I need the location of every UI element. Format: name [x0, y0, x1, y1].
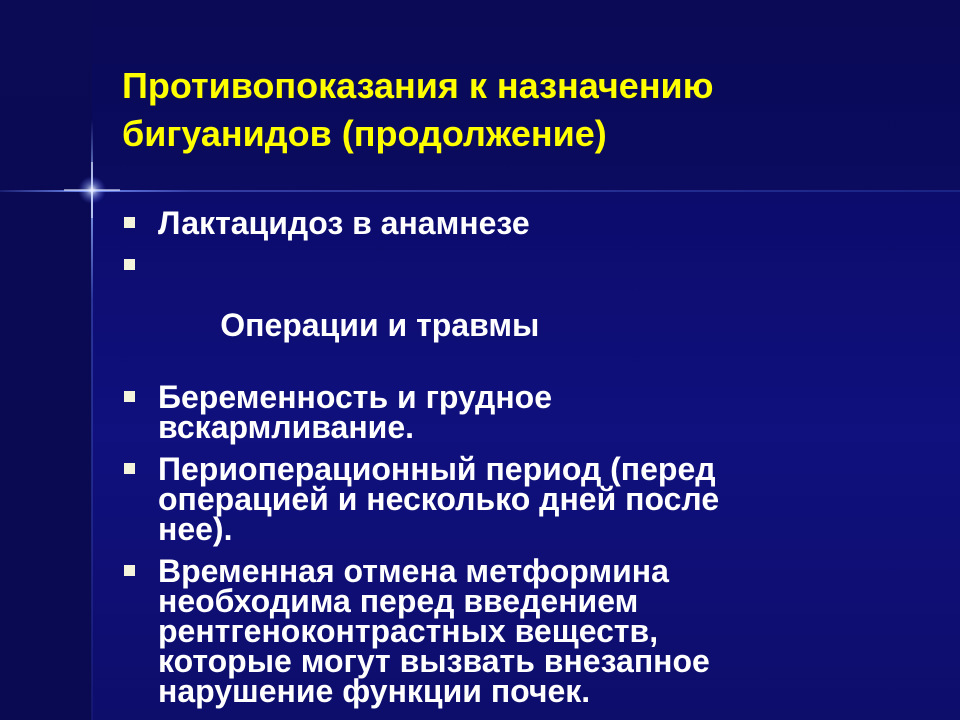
list-item-text: вскармливание.	[158, 409, 415, 445]
list-item-text: Временная отмена метформина	[158, 553, 669, 589]
horizontal-divider	[0, 190, 960, 192]
left-band	[0, 0, 92, 720]
list-item	[122, 205, 882, 241]
list-item-text: нарушение функции почек.	[158, 673, 591, 709]
list-item-text: Периоперационный период (перед	[158, 451, 716, 487]
list-item-text: Лактацидоз в анамнезе	[158, 205, 530, 241]
list-item	[122, 553, 882, 709]
square-bullet-icon	[124, 463, 135, 474]
title-line: Противопоказания к назначению	[122, 65, 714, 106]
list-item-text: которые могут вызвать внезапное	[158, 643, 710, 679]
list-item-text: нее).	[158, 511, 233, 547]
list-item-text: Беременность и грудное	[158, 379, 552, 415]
list-item-text: рентгеноконтрастных веществ,	[158, 613, 659, 649]
square-bullet-icon	[124, 217, 135, 228]
list-item-text: Операции и травмы	[211, 307, 540, 343]
square-bullet-icon	[124, 391, 135, 402]
square-bullet-icon	[124, 259, 135, 270]
list-item	[122, 451, 882, 547]
title-line: бигуанидов (продолжение)	[122, 113, 607, 154]
slide-title	[122, 62, 922, 158]
list-item-text: необходима перед введением	[158, 583, 639, 619]
square-bullet-icon	[124, 565, 135, 576]
bullet-list	[122, 205, 882, 718]
list-item	[122, 379, 882, 445]
sparkle-icon	[62, 160, 122, 220]
list-item	[122, 250, 882, 370]
list-item-text: операцией и несколько дней после	[158, 481, 720, 517]
